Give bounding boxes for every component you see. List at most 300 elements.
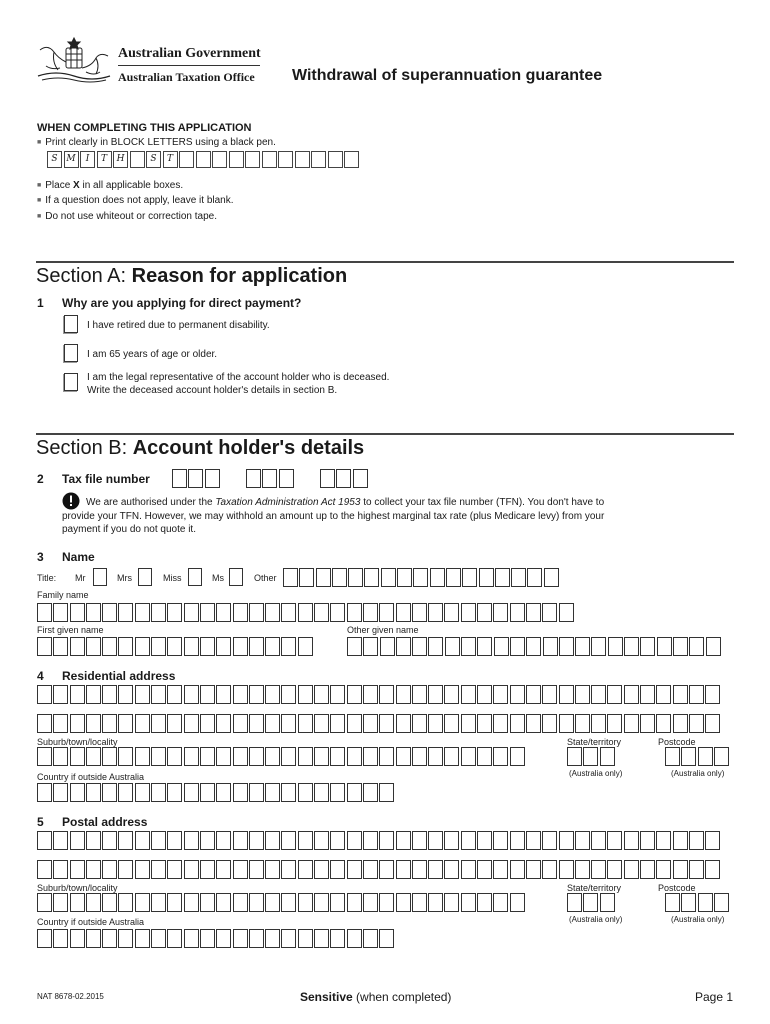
char-box[interactable] xyxy=(53,637,68,656)
char-box[interactable] xyxy=(583,893,598,912)
char-box[interactable] xyxy=(184,637,199,656)
first-given-input[interactable] xyxy=(37,637,314,656)
char-box[interactable] xyxy=(53,893,68,912)
char-box[interactable] xyxy=(298,685,313,704)
char-box[interactable] xyxy=(200,747,215,766)
char-box[interactable] xyxy=(511,568,526,587)
char-box[interactable] xyxy=(70,929,85,948)
char-box[interactable] xyxy=(379,747,394,766)
char-box[interactable] xyxy=(412,747,427,766)
char-box[interactable] xyxy=(37,603,52,622)
char-box[interactable] xyxy=(102,637,117,656)
char-box[interactable] xyxy=(397,568,412,587)
char-box[interactable] xyxy=(363,929,378,948)
char-box[interactable] xyxy=(527,568,542,587)
char-box[interactable] xyxy=(86,714,101,733)
char-box[interactable] xyxy=(281,637,296,656)
char-box[interactable] xyxy=(86,747,101,766)
char-box[interactable] xyxy=(477,714,492,733)
char-box[interactable] xyxy=(118,637,133,656)
char-box[interactable] xyxy=(673,714,688,733)
char-box[interactable] xyxy=(298,929,313,948)
char-box[interactable] xyxy=(493,747,508,766)
char-box[interactable] xyxy=(445,637,460,656)
char-box[interactable] xyxy=(118,860,133,879)
char-box[interactable] xyxy=(412,603,427,622)
char-box[interactable] xyxy=(379,783,394,802)
char-box[interactable] xyxy=(151,603,166,622)
char-box[interactable] xyxy=(70,637,85,656)
char-box[interactable] xyxy=(314,860,329,879)
retired-disability-checkbox[interactable] xyxy=(64,315,78,333)
char-box[interactable] xyxy=(70,860,85,879)
char-box[interactable] xyxy=(575,860,590,879)
char-box[interactable] xyxy=(379,603,394,622)
char-box[interactable] xyxy=(216,893,231,912)
char-box[interactable] xyxy=(200,714,215,733)
char-box[interactable] xyxy=(216,714,231,733)
char-box[interactable] xyxy=(281,893,296,912)
char-box[interactable] xyxy=(53,714,68,733)
char-box[interactable] xyxy=(698,893,713,912)
char-box[interactable] xyxy=(705,860,720,879)
char-box[interactable] xyxy=(363,747,378,766)
char-box[interactable] xyxy=(510,893,525,912)
char-box[interactable] xyxy=(600,747,615,766)
char-box[interactable] xyxy=(462,568,477,587)
char-box[interactable] xyxy=(428,603,443,622)
char-box[interactable] xyxy=(705,831,720,850)
char-box[interactable] xyxy=(689,860,704,879)
char-box[interactable] xyxy=(151,929,166,948)
char-box[interactable] xyxy=(706,637,721,656)
char-box[interactable] xyxy=(510,747,525,766)
char-box[interactable] xyxy=(461,685,476,704)
char-box[interactable] xyxy=(526,637,541,656)
char-box[interactable] xyxy=(477,831,492,850)
char-box[interactable] xyxy=(265,783,280,802)
char-box[interactable] xyxy=(477,747,492,766)
char-box[interactable] xyxy=(316,568,331,587)
char-box[interactable] xyxy=(624,637,639,656)
char-box[interactable] xyxy=(314,893,329,912)
char-box[interactable] xyxy=(428,714,443,733)
char-box[interactable] xyxy=(118,747,133,766)
residential-suburb-input[interactable] xyxy=(37,747,526,766)
char-box[interactable] xyxy=(640,831,655,850)
char-box[interactable] xyxy=(607,860,622,879)
tfn-digit[interactable] xyxy=(320,469,335,488)
char-box[interactable] xyxy=(118,929,133,948)
char-box[interactable] xyxy=(567,893,582,912)
tfn-digit[interactable] xyxy=(205,469,220,488)
char-box[interactable] xyxy=(347,831,362,850)
char-box[interactable] xyxy=(608,637,623,656)
char-box[interactable] xyxy=(559,714,574,733)
postal-suburb-input[interactable] xyxy=(37,893,526,912)
residential-line1-input[interactable] xyxy=(37,685,721,704)
char-box[interactable] xyxy=(298,860,313,879)
char-box[interactable] xyxy=(591,714,606,733)
char-box[interactable] xyxy=(135,831,150,850)
char-box[interactable] xyxy=(86,685,101,704)
char-box[interactable] xyxy=(656,714,671,733)
char-box[interactable] xyxy=(216,860,231,879)
char-box[interactable] xyxy=(714,893,729,912)
char-box[interactable] xyxy=(347,747,362,766)
char-box[interactable] xyxy=(249,637,264,656)
char-box[interactable] xyxy=(135,893,150,912)
char-box[interactable] xyxy=(542,685,557,704)
postal-line1-input[interactable] xyxy=(37,831,721,850)
char-box[interactable] xyxy=(118,714,133,733)
char-box[interactable] xyxy=(314,783,329,802)
char-box[interactable] xyxy=(428,637,443,656)
char-box[interactable] xyxy=(542,603,557,622)
char-box[interactable] xyxy=(332,568,347,587)
char-box[interactable] xyxy=(330,929,345,948)
tfn-digit[interactable] xyxy=(188,469,203,488)
char-box[interactable] xyxy=(283,568,298,587)
char-box[interactable] xyxy=(249,685,264,704)
char-box[interactable] xyxy=(102,929,117,948)
char-box[interactable] xyxy=(151,685,166,704)
char-box[interactable] xyxy=(135,685,150,704)
char-box[interactable] xyxy=(265,603,280,622)
char-box[interactable] xyxy=(184,714,199,733)
char-box[interactable] xyxy=(200,783,215,802)
char-box[interactable] xyxy=(135,637,150,656)
char-box[interactable] xyxy=(567,747,582,766)
char-box[interactable] xyxy=(216,831,231,850)
char-box[interactable] xyxy=(53,860,68,879)
char-box[interactable] xyxy=(265,893,280,912)
char-box[interactable] xyxy=(233,893,248,912)
char-box[interactable] xyxy=(249,783,264,802)
char-box[interactable] xyxy=(396,685,411,704)
char-box[interactable] xyxy=(233,783,248,802)
char-box[interactable] xyxy=(53,747,68,766)
char-box[interactable] xyxy=(37,783,52,802)
tfn-group-1[interactable] xyxy=(172,469,221,488)
char-box[interactable] xyxy=(347,603,362,622)
char-box[interactable] xyxy=(510,685,525,704)
char-box[interactable] xyxy=(135,747,150,766)
title-miss-checkbox[interactable] xyxy=(188,568,202,586)
char-box[interactable] xyxy=(249,603,264,622)
char-box[interactable] xyxy=(444,747,459,766)
char-box[interactable] xyxy=(348,568,363,587)
char-box[interactable] xyxy=(396,747,411,766)
char-box[interactable] xyxy=(135,603,150,622)
char-box[interactable] xyxy=(200,831,215,850)
char-box[interactable] xyxy=(86,831,101,850)
char-box[interactable] xyxy=(265,685,280,704)
char-box[interactable] xyxy=(665,747,680,766)
tfn-digit[interactable] xyxy=(353,469,368,488)
char-box[interactable] xyxy=(640,685,655,704)
char-box[interactable] xyxy=(314,714,329,733)
char-box[interactable] xyxy=(167,637,182,656)
char-box[interactable] xyxy=(381,568,396,587)
char-box[interactable] xyxy=(689,685,704,704)
char-box[interactable] xyxy=(428,685,443,704)
char-box[interactable] xyxy=(364,568,379,587)
char-box[interactable] xyxy=(656,685,671,704)
char-box[interactable] xyxy=(461,893,476,912)
char-box[interactable] xyxy=(705,685,720,704)
char-box[interactable] xyxy=(167,893,182,912)
char-box[interactable] xyxy=(510,831,525,850)
char-box[interactable] xyxy=(167,747,182,766)
char-box[interactable] xyxy=(493,893,508,912)
char-box[interactable] xyxy=(70,893,85,912)
char-box[interactable] xyxy=(281,747,296,766)
char-box[interactable] xyxy=(216,747,231,766)
char-box[interactable] xyxy=(575,714,590,733)
tfn-group-2[interactable] xyxy=(246,469,295,488)
char-box[interactable] xyxy=(151,637,166,656)
char-box[interactable] xyxy=(118,831,133,850)
char-box[interactable] xyxy=(607,831,622,850)
char-box[interactable] xyxy=(444,893,459,912)
char-box[interactable] xyxy=(363,831,378,850)
char-box[interactable] xyxy=(216,783,231,802)
char-box[interactable] xyxy=(714,747,729,766)
family-name-input[interactable] xyxy=(37,603,575,622)
char-box[interactable] xyxy=(330,783,345,802)
char-box[interactable] xyxy=(184,929,199,948)
char-box[interactable] xyxy=(461,860,476,879)
char-box[interactable] xyxy=(200,637,215,656)
char-box[interactable] xyxy=(591,637,606,656)
char-box[interactable] xyxy=(118,893,133,912)
char-box[interactable] xyxy=(200,603,215,622)
char-box[interactable] xyxy=(379,831,394,850)
char-box[interactable] xyxy=(510,860,525,879)
char-box[interactable] xyxy=(184,603,199,622)
char-box[interactable] xyxy=(37,893,52,912)
char-box[interactable] xyxy=(135,714,150,733)
char-box[interactable] xyxy=(542,831,557,850)
char-box[interactable] xyxy=(233,860,248,879)
char-box[interactable] xyxy=(510,603,525,622)
char-box[interactable] xyxy=(493,860,508,879)
char-box[interactable] xyxy=(330,831,345,850)
char-box[interactable] xyxy=(314,685,329,704)
char-box[interactable] xyxy=(363,783,378,802)
char-box[interactable] xyxy=(363,685,378,704)
char-box[interactable] xyxy=(559,860,574,879)
char-box[interactable] xyxy=(53,929,68,948)
char-box[interactable] xyxy=(233,747,248,766)
char-box[interactable] xyxy=(543,637,558,656)
char-box[interactable] xyxy=(86,637,101,656)
char-box[interactable] xyxy=(233,685,248,704)
char-box[interactable] xyxy=(477,860,492,879)
char-box[interactable] xyxy=(396,714,411,733)
char-box[interactable] xyxy=(102,783,117,802)
char-box[interactable] xyxy=(249,860,264,879)
char-box[interactable] xyxy=(347,860,362,879)
residential-country-input[interactable] xyxy=(37,783,396,802)
char-box[interactable] xyxy=(265,714,280,733)
age-65-checkbox[interactable] xyxy=(64,344,78,362)
char-box[interactable] xyxy=(233,603,248,622)
char-box[interactable] xyxy=(413,568,428,587)
char-box[interactable] xyxy=(379,685,394,704)
char-box[interactable] xyxy=(477,637,492,656)
char-box[interactable] xyxy=(412,831,427,850)
char-box[interactable] xyxy=(681,747,696,766)
char-box[interactable] xyxy=(347,929,362,948)
char-box[interactable] xyxy=(347,685,362,704)
char-box[interactable] xyxy=(379,860,394,879)
char-box[interactable] xyxy=(281,831,296,850)
char-box[interactable] xyxy=(330,860,345,879)
char-box[interactable] xyxy=(298,714,313,733)
char-box[interactable] xyxy=(624,831,639,850)
char-box[interactable] xyxy=(330,685,345,704)
char-box[interactable] xyxy=(265,747,280,766)
char-box[interactable] xyxy=(657,637,672,656)
char-box[interactable] xyxy=(379,893,394,912)
char-box[interactable] xyxy=(477,685,492,704)
char-box[interactable] xyxy=(673,685,688,704)
char-box[interactable] xyxy=(479,568,494,587)
char-box[interactable] xyxy=(167,685,182,704)
char-box[interactable] xyxy=(265,929,280,948)
postal-line2-input[interactable] xyxy=(37,860,721,879)
other-given-input[interactable] xyxy=(347,637,722,656)
char-box[interactable] xyxy=(526,603,541,622)
char-box[interactable] xyxy=(379,929,394,948)
char-box[interactable] xyxy=(281,714,296,733)
char-box[interactable] xyxy=(412,637,427,656)
char-box[interactable] xyxy=(314,747,329,766)
char-box[interactable] xyxy=(298,747,313,766)
char-box[interactable] xyxy=(363,860,378,879)
title-mrs-checkbox[interactable] xyxy=(138,568,152,586)
char-box[interactable] xyxy=(656,860,671,879)
char-box[interactable] xyxy=(233,831,248,850)
char-box[interactable] xyxy=(184,685,199,704)
char-box[interactable] xyxy=(151,831,166,850)
char-box[interactable] xyxy=(656,831,671,850)
char-box[interactable] xyxy=(607,685,622,704)
char-box[interactable] xyxy=(461,603,476,622)
char-box[interactable] xyxy=(216,929,231,948)
char-box[interactable] xyxy=(446,568,461,587)
char-box[interactable] xyxy=(689,831,704,850)
char-box[interactable] xyxy=(607,714,622,733)
char-box[interactable] xyxy=(216,637,231,656)
char-box[interactable] xyxy=(665,893,680,912)
char-box[interactable] xyxy=(559,603,574,622)
char-box[interactable] xyxy=(624,860,639,879)
char-box[interactable] xyxy=(510,637,525,656)
char-box[interactable] xyxy=(542,714,557,733)
char-box[interactable] xyxy=(559,831,574,850)
char-box[interactable] xyxy=(298,603,313,622)
char-box[interactable] xyxy=(53,603,68,622)
char-box[interactable] xyxy=(412,685,427,704)
char-box[interactable] xyxy=(184,831,199,850)
char-box[interactable] xyxy=(461,637,476,656)
char-box[interactable] xyxy=(233,929,248,948)
char-box[interactable] xyxy=(428,747,443,766)
char-box[interactable] xyxy=(151,783,166,802)
char-box[interactable] xyxy=(347,714,362,733)
tfn-digit[interactable] xyxy=(172,469,187,488)
residential-line2-input[interactable] xyxy=(37,714,721,733)
char-box[interactable] xyxy=(689,637,704,656)
char-box[interactable] xyxy=(53,783,68,802)
char-box[interactable] xyxy=(591,860,606,879)
char-box[interactable] xyxy=(53,831,68,850)
char-box[interactable] xyxy=(461,831,476,850)
char-box[interactable] xyxy=(200,685,215,704)
char-box[interactable] xyxy=(70,603,85,622)
char-box[interactable] xyxy=(347,893,362,912)
char-box[interactable] xyxy=(444,685,459,704)
char-box[interactable] xyxy=(281,929,296,948)
char-box[interactable] xyxy=(37,747,52,766)
char-box[interactable] xyxy=(37,685,52,704)
char-box[interactable] xyxy=(298,783,313,802)
char-box[interactable] xyxy=(298,637,313,656)
residential-state-input[interactable] xyxy=(567,747,616,766)
char-box[interactable] xyxy=(102,685,117,704)
char-box[interactable] xyxy=(249,929,264,948)
char-box[interactable] xyxy=(640,860,655,879)
char-box[interactable] xyxy=(396,831,411,850)
char-box[interactable] xyxy=(167,860,182,879)
char-box[interactable] xyxy=(53,685,68,704)
char-box[interactable] xyxy=(249,893,264,912)
char-box[interactable] xyxy=(591,831,606,850)
char-box[interactable] xyxy=(330,747,345,766)
char-box[interactable] xyxy=(494,637,509,656)
char-box[interactable] xyxy=(298,893,313,912)
char-box[interactable] xyxy=(102,860,117,879)
char-box[interactable] xyxy=(151,747,166,766)
char-box[interactable] xyxy=(86,929,101,948)
char-box[interactable] xyxy=(396,860,411,879)
char-box[interactable] xyxy=(673,860,688,879)
char-box[interactable] xyxy=(167,929,182,948)
char-box[interactable] xyxy=(689,714,704,733)
char-box[interactable] xyxy=(526,714,541,733)
char-box[interactable] xyxy=(86,603,101,622)
char-box[interactable] xyxy=(102,831,117,850)
char-box[interactable] xyxy=(281,603,296,622)
char-box[interactable] xyxy=(135,783,150,802)
char-box[interactable] xyxy=(510,714,525,733)
char-box[interactable] xyxy=(493,685,508,704)
char-box[interactable] xyxy=(118,603,133,622)
char-box[interactable] xyxy=(640,714,655,733)
char-box[interactable] xyxy=(281,860,296,879)
char-box[interactable] xyxy=(37,929,52,948)
postal-postcode-input[interactable] xyxy=(665,893,730,912)
char-box[interactable] xyxy=(135,929,150,948)
char-box[interactable] xyxy=(493,714,508,733)
char-box[interactable] xyxy=(428,860,443,879)
char-box[interactable] xyxy=(102,747,117,766)
char-box[interactable] xyxy=(70,783,85,802)
char-box[interactable] xyxy=(575,637,590,656)
